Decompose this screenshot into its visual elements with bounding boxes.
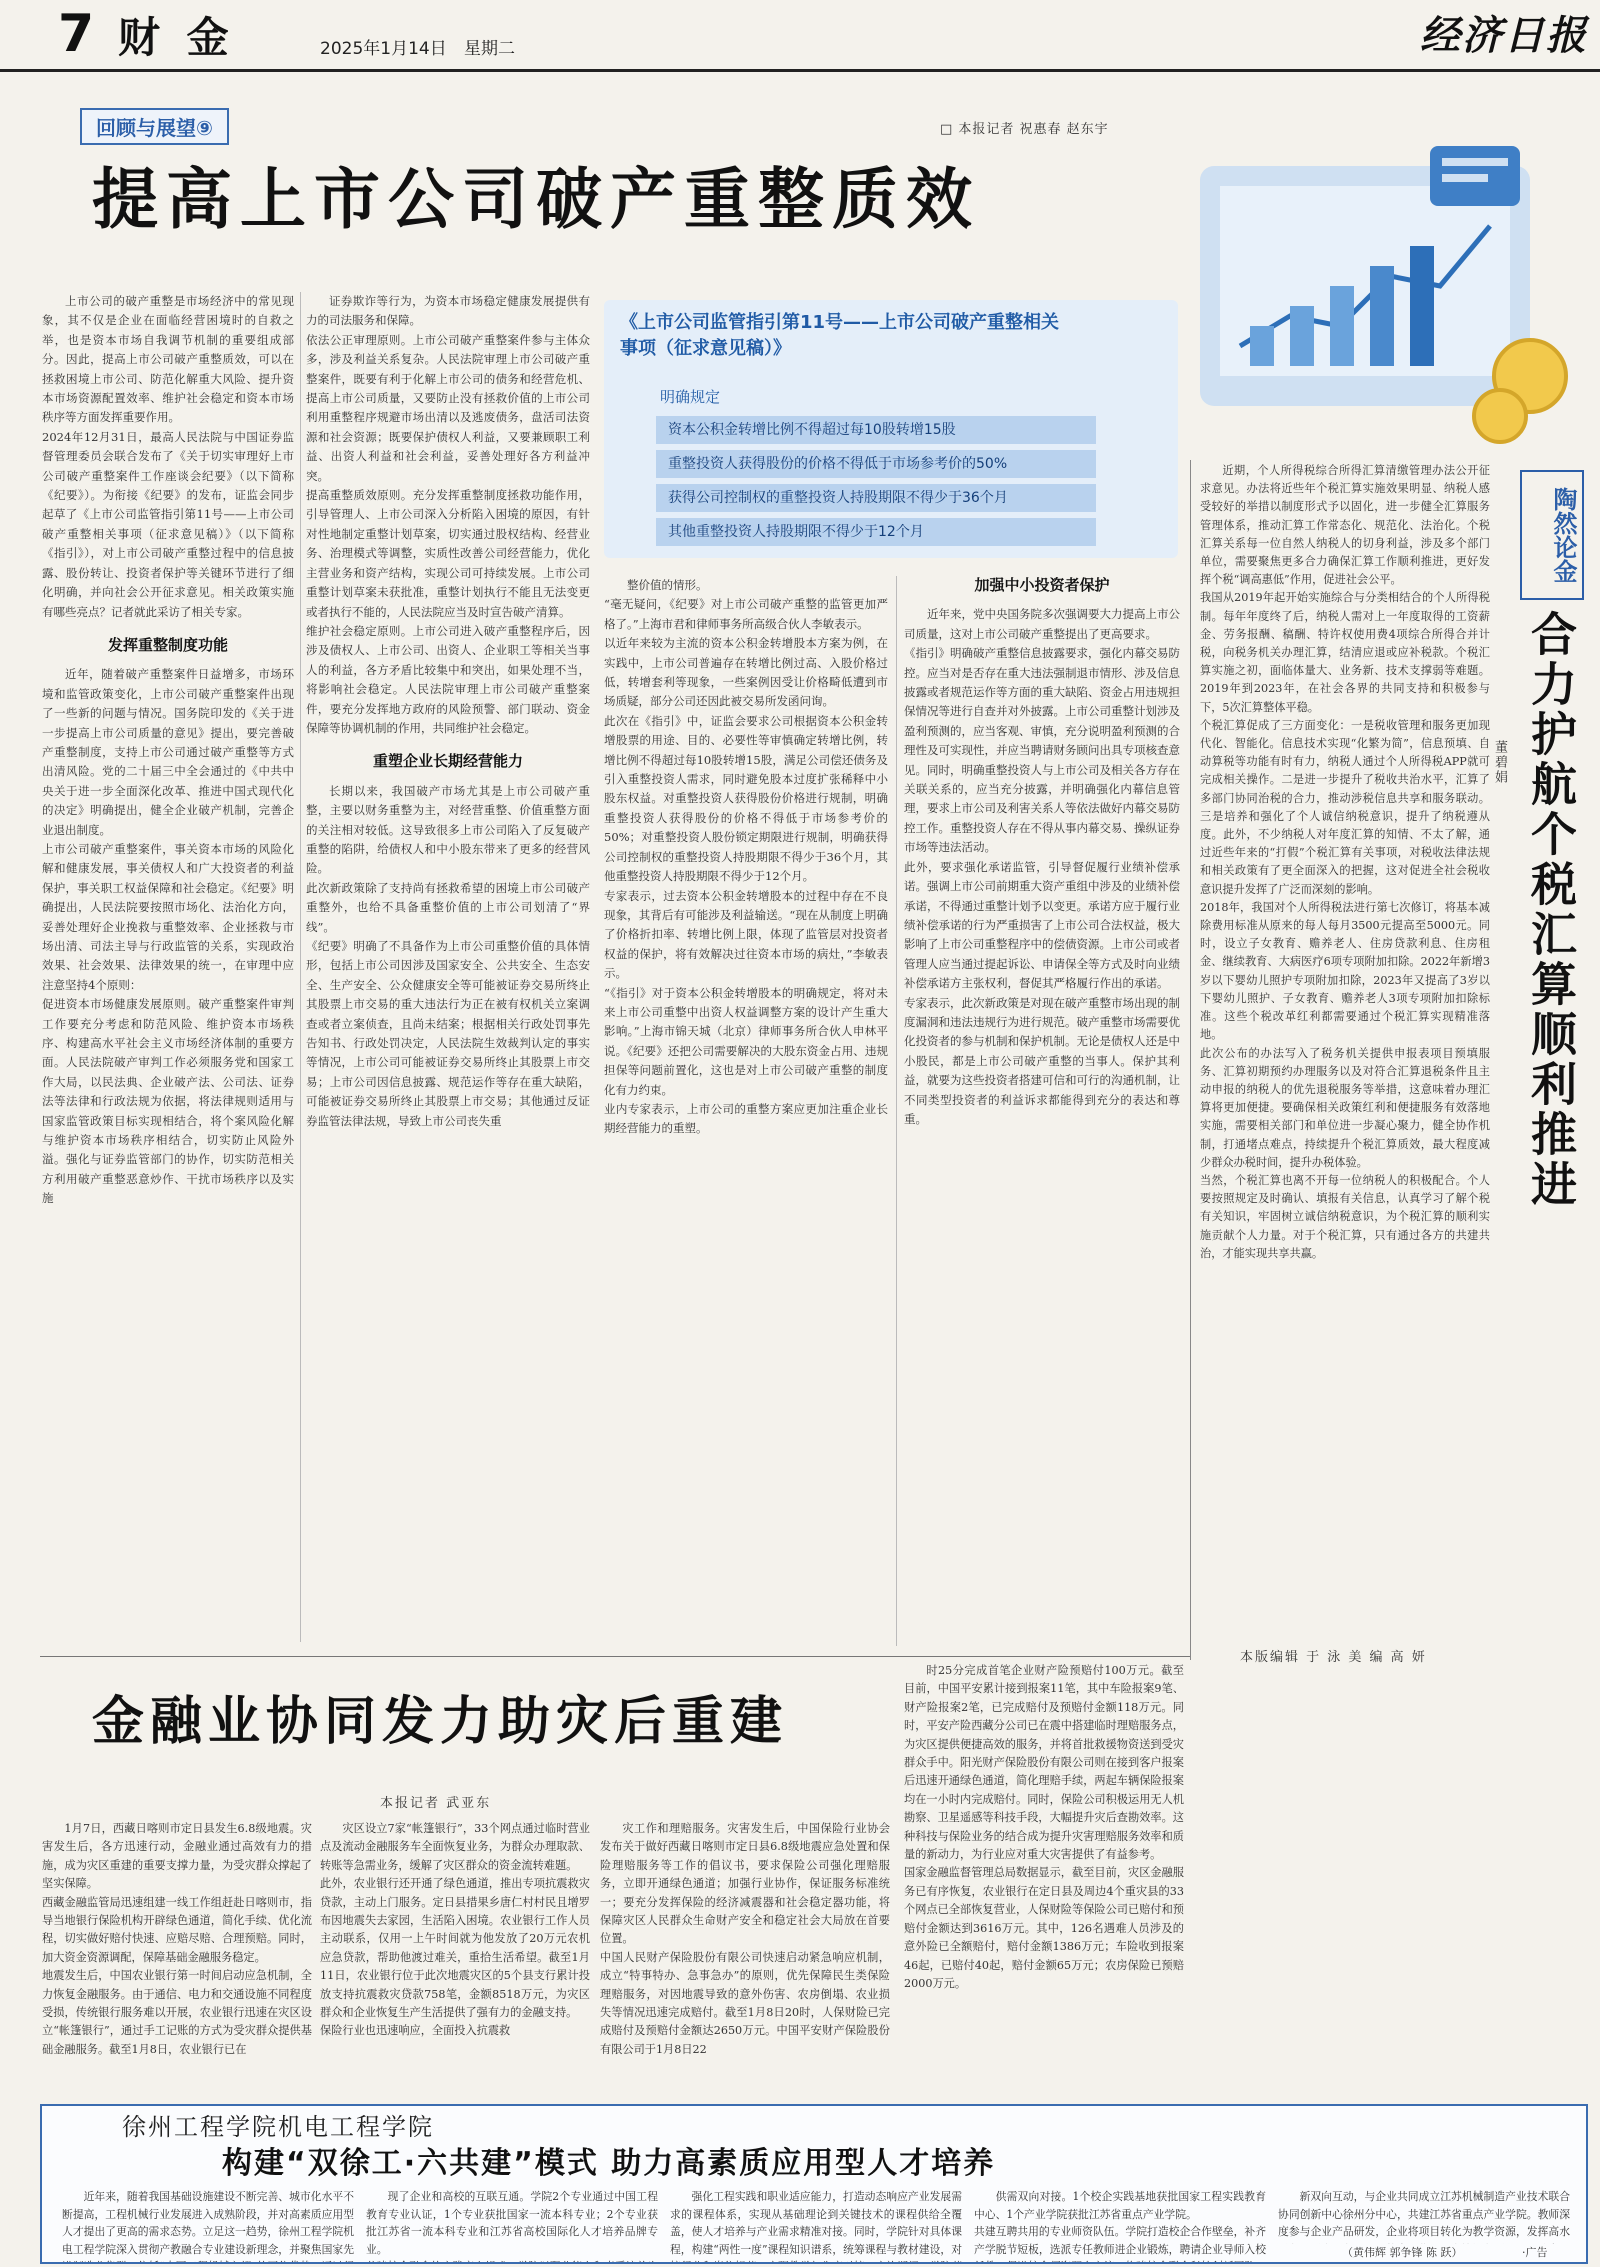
article1-col4-text: 近年来，党中央国务院多次强调要大力提高上市公司质量，这对上市公司破产重整提出了更高要求。 《指引》明确破产重整信息披露要求，强化内幕交易防控。应当对是否存在重大违法强制退市情形、涉及信息披露或者规范运作等方面的重大缺陷、资金占用违规担保情况等进行自查并对外披露。上市公司重整计划涉及盈利预测的，应当客观、审慎，充分说明盈利预测的合理性及可实现性，并应当聘请财务顾问出具专项核查意见。同时，明确重整投资人与上市公司及相关各方存在关联关系的，应当充分披露，并明确强化内幕信息管理，要求上市公司及利害关系人等依法做好内幕交易防控工作。重整投资人存在不得从事内幕交易、操纵证券市场等违法活动。 此外，要求强化承诺监管，引导督促履行业绩补偿承诺。强调上市公司前期重大资产重组中涉及的业绩补偿承诺，不得通过重整计划予以变更。承诺方应于履行业绩补偿承诺的行为严重损害了上市公司合法权益，极大影响了上市公司重整程序中的偿债资源。上市公司或者管理人应当通过提起诉讼、申请保全等方式及时向业绩补偿承诺方主张权利，督促其严格履行作出的承诺。 专家表示，此次新政策是对现在破产重整市场出现的制度漏洞和违法违规行为进行规范。破产重整市场需要优化投资者的参与机制和保护机制。无论是债权人还是中小股民，都是上市公司破产重整的当事人。保护其利益，就要为这些投资者搭建可信和可行的沟通机制，让不同类型投资者的利益诉求都能得到充分的表达和尊重。 — [904, 607, 1180, 1126]
ad-col3: 强化工程实践和职业适应能力，打造动态响应产业发展需求的课程体系，实现从基础理论到关键技术的课程供给全覆盖，使人才培养与产业需求精准对接。同时，学院针对具体课程，构建“两性一度”课程知识谱系，统筹课程与教材建设，对 — [670, 2190, 962, 2256]
editor-credit: 本版编辑 于 泳 美 编 高 妍 — [1240, 1650, 1427, 1665]
ad-box — [40, 2104, 1588, 2264]
article1-col4 — [904, 576, 1180, 1648]
article1-byline: □ 本报记者 祝惠春 赵东宇 — [940, 122, 1109, 137]
sidebar-headline: 合力护航个税汇算顺利推进 — [1524, 610, 1578, 1210]
ad-col4: 供需双向对接。1个校企实践基地获批国家工程实践教育中心、1个产业学院获批江苏省重点产业学院。 共建互聘共用的专业师资队伍。学院打造校企合作壁垒，补齐产学脱节短板，选派专任教师进企业锻炼，聘请企业导师入校 — [974, 2190, 1266, 2256]
page-number: 7 — [58, 4, 95, 64]
callout-label: 明确规定 — [660, 388, 721, 406]
article2-col2: 灾区设立7家“帐篷银行”，33个网点通过临时营业点及流动金融服务车全面恢复业务，为群众办理取款、转账等急需业务，缓解了灾区群众的资金流转难题。 此外，农业银行还开通了绿色通道，推出专项抗震救灾贷款，主动上门服务。定日县措果乡唐仁村村民且增罗布因地震失去家园，生活陷入困境。农业银行工作人员主动联系，仅用一上午时间就为他发放了20万元农机应急贷款，帮助他渡过难关，重拾生活希望。截至1月11日，农业银行位于此次地震灾区的5个县支行累计投放支持抗震救灾贷款758笔，金额8518万元，为灾区群众和企业恢复生产生活提供了强有力的金融支持。 保险行业也迅速响应，全面投入抗震救 — [320, 1822, 590, 2038]
article1-col3 — [604, 576, 888, 1648]
callout-item: 重整投资人获得股份的价格不得低于市场参考价的50% — [656, 450, 1096, 478]
guideline-callout — [604, 300, 1178, 558]
sidebar-author: 董碧娟 — [1492, 740, 1507, 785]
ad-col5: 新双向互动，与企业共同成立江苏机械制造产业技术联合协同创新中心徐州分中心，共建江苏省重点产业学院。教师深度参与企业产品研发，企业将项目转化为教学资源，发挥高水 — [1278, 2190, 1570, 2239]
sidebar-text: 近期，个人所得税综合所得汇算清缴管理办法公开征求意见。办法将近些年个税汇算实施效果明显、纳税人感受较好的举措以制度形式予以固化，进一步健全汇算服务管理体系，推动汇算工作常态化、规范化、法治化。个税汇算关系每一位自然人纳税人的切身利益，涉及多个部门单位，需要聚焦更多合力确保汇算工作顺利推进，更好发挥个税“调高惠低”作用，促进社会公平。 我国从2019年起开始实施综合与分类相结合的个人所得税制。每年年度终了后，纳税人需对上一年度取得的工资薪金、劳务报酬、稿酬、特许权使用费4项综合所得合并计税，向税务机关办理汇算，结清应退或应补税款。个税汇算实施之初，面临体量大、业务新、技术支撑弱等难题。2019年到2023年，在社会各界的共同支持和积极参与下，5次汇算整体平稳。 个税汇算促成了三方面变化：一是税收管理和服务更加现代化、智能化。信息技术实现“化繁为简”，信息预填、自动算税等功能有时有力，纳税人通过个人所得税APP就可完成相关操作。二是进一步提升了税收共治水平，汇算了多部门协同治税的合力，推动涉税信息共享和服务联动。三是培养和强化了个人诚信纳税意识，提升了纳税遵从度。此外，不少纳税人对年度汇算的知情、不太了解，通过近些年来的“打假”个税汇算有关事项，对税收法律法规和相关政策有了更全面深入的把握，这对促进全社会税收意识提升发挥了广泛而深刻的影响。 2018年，我国对个人所得税法进行第七次修订，将基本减除费用标准从原来的每人每月3500元提高至5000元。同时，设立子女教育、赡养老人、住房贷款利息、住房租金、继续教育、大病医疗6项专项附加扣除。2022年新增3岁以下婴幼儿照护专项附加扣除，2023年又提高了3岁以下婴幼儿照护、子女教育、赡养老人3项专项附加扣除标准。这些个税改革红利都需要通过个税汇算实现精准落地。 此次公布的办法写入了税务机关提供申报表项目预填服务、汇算初期预约办理服务以及对符合汇算退税条件且主动申报的纳税人的优先退税服务等举措，这意味着办理汇算将更加便捷。要确保相关政策红利和便捷服务有效落地实施，需要相关部门和单位进一步凝心聚力，健全协作机制，打通堵点难点，持续提升个税汇算质效，最大程度减少群众办税时间，提升办税体验。 当然，个税汇算也离不开每一位纳税人的积极配合。个人要按照规定及时确认、填报有关信息，认真学习了解个税有关知识，牢固树立诚信纳税意识，为个税汇算的顺利实施贡献个人力量。对于个税汇算，只有通过各方的共建共治，才能实现共享共赢。 — [1200, 464, 1490, 1260]
issue-weekday: 星期二 — [464, 39, 515, 59]
article2-col4: 时25分完成首笔企业财产险预赔付100万元。截至目前，中国平安累计接到报案11笔，其中车险报案9笔、财产险报案2笔，已完成赔付及预赔付金额118万元。同时，平安产险西藏分公司已在震中搭建临时理赔服务点，为灾区提供便捷高效的服务，并将首批救援物资送到受灾群众手中。阳光财产保险股份有限公司则在接到客户报案后迅速开通绿色通道，简化理赔手续，两起车辆保险报案均在一小时内完成赔付。同时，保险公司积极运用无人机勘察、卫星遥感等科技手段，大幅提升灾后查勘效率。这种科技与保险业务的结合成为提升灾害理赔服务效率和质量的新动力，为行业应对重大灾害提供了有益参考。 国家金融监督管理总局数据显示，截至目前，灾区金融服务已有序恢复，农业银行在定日县及周边4个重灾县的33个网点已全部恢复营业，人保财险等保险公司已赔付和预赔付金额达到3616万元。其中，126名遇难人员涉及的意外险已全额赔付，赔付金额1386万元；车险收到报案46起，已赔付40起，赔付金额65万元；农房保险已预赔2000万元。 — [904, 1664, 1184, 1990]
ad-headline: 构建“双徐工·六共建”模式 助力高素质应用型人才培养 — [222, 2146, 996, 2181]
callout-item: 其他重整投资人持股期限不得少于12个月 — [656, 518, 1096, 546]
masthead-logo: 经济日报 — [1420, 12, 1588, 59]
callout-title: 《上市公司监管指引第11号——上市公司破产重整相关事项（征求意见稿）》 — [620, 312, 1060, 359]
article1-col1-text: 上市公司的破产重整是市场经济中的常见现象，其不仅是企业在面临经营困境时的自救之举，也是资本市场自我调节机制的重要组成部分。因此，提高上市公司破产重整质效，可以在拯救困境上市公司、防范化解重大风险、提升资本市场资源配置效率、维护社会稳定和资本市场秩序等方面发挥重要作用。 2024年12月31日，最高人民法院与中国证券监督管理委员会联合发布了《关于切实审理好上市公司破产重整案件工作座谈会纪要》（以下简称《纪要》）。为衔接《纪要》的发布，证监会同步起草了《上市公司监管指引第11号——上市公司破产重整相关事项（征求意见稿）》（以下简称《指引》），对上市公司破产重整过程中的信息披露、股份转让、投资者保护等关键环节进行了细化明确，并向社会公开征求意见。相关政策实施有哪些亮点？记者就此采访了相关专家。 — [42, 294, 294, 619]
ad-org: 徐州工程学院机电工程学院 — [122, 2113, 434, 2141]
callout-item: 获得公司控制权的重整投资人持股期限不得少于36个月 — [656, 484, 1096, 512]
ad-col1: 近年来，随着我国基础设施建设不断完善、城市化水平不断提高，工程机械行业发展进入成熟阶段，并对高素质应用型人才提出了更高的需求态势。立足这一趋势，徐州工程学院机电工程学院深入贯彻产教融合专业建设新理念，并聚焦国家先 — [62, 2190, 354, 2256]
article1-col1 — [42, 292, 294, 1648]
subhead-long-term-operation: 重塑企业长期经营能力 — [372, 752, 523, 771]
subhead-restructuring-function: 发挥重整制度功能 — [107, 635, 228, 654]
callout-item: 资本公积金转增比例不得超过每10股转增15股 — [656, 416, 1096, 444]
article1-headline: 提高上市公司破产重整质效 — [92, 161, 980, 238]
article1-col3-text: 整价值的情形。 “毫无疑问，《纪要》对上市公司破产重整的监管更加严格了。”上海市君和律师事务所高级合伙人李敏表示。 以近年来较为主流的资本公积金转增股本方案为例，在实践中，上市公司普遍存在转增比例过高、入股价格过低，转增套利等现象，一些案例因受让价格畸低遭到市场质疑，部分公司还因此被交易所发函问询。 此次在《指引》中，证监会要求公司根据资本公积金转增股票的用途、目的、必要性等审慎确定转增比例，转增比例不得超过每10股转增15股，满足公司偿还债务及引入重整投资人需求，同时避免股本过度扩张稀释中小股东权益。对重整投资人获得股份价格进行规制，明确重整投资人获得股份的价格不得低于市场参考价的50%；对重整投资人股份锁定期限进行规制，明确获得公司控制权的重整投资人持股期限不得少于36个月，其他重整投资人持股期限不得少于12个月。 专家表示，过去资本公积金转增股本的过程中存在不良现象，其背后有可能涉及利益输送。“现在从制度上明确了价格折扣率、转增比例上限，体现了监管层对投资者权益的保护，将有效解决过往资本市场的病灶，”李敏表示。 “《指引》对于资本公积金转增股本的明确规定，将对未来上市公司重整中出资人权益调整方案的设计产生重大影响。”上海市锦天城（北京）律师事务所合伙人申林平说。《纪要》还把公司需要解决的大股东资金占用、违规担保等问题前置化，这也是对上市公司破产重整的制度化有力约束。 业内专家表示，上市公司的重整方案应更加注重企业长期经营能力的重塑。 — [604, 578, 888, 1136]
article2-col1: 1月7日，西藏日喀则市定日县发生6.8级地震。灾害发生后，各方迅速行动，金融业通过高效有力的措施，成为灾区重建的重要支撑力量，为受灾群众撑起了坚实保障。 西藏金融监管局迅速组建一线工作组赶赴日喀则市，指导当地银行保险机构开辟绿色通道，简化手续、优化流程，切实做好赔付快速、应赔尽赔、合理预赔。同时，加大资金资源调配，保障基础金融服务稳定。 地震发生后，中国农业银行第一时间启动应急机制，全力恢复金融服务。由于通信、电力和交通设施不同程度受损，传统银行服务难以开展，农业银行迅速在灾区设立“帐篷银行”，通过手工记账的方式为受灾群众提供基础金融服务。截至1月8日，农业银行已在 — [42, 1822, 312, 2056]
subhead-investor-protection: 加强中小投资者保护 — [974, 576, 1110, 594]
ad-col2: 现了企业和高校的互联互通。学院2个专业通过中国工程教育专业认证，1个专业获批国家一流本科专业；2个专业获批江苏省一流本科专业和江苏省高校国际化人才培养品牌专业。 — [366, 2190, 658, 2256]
article2-col3: 灾工作和理赔服务。灾害发生后，中国保险行业协会发布关于做好西藏日喀则市定日县6.8级地震应急处置和保险理赔服务等工作的倡议书，要求保险公司强化理赔服务，立即开通绿色通道；加强行业协作，保证服务标准统一；要充分发挥保险的经济减震器和社会稳定器功能，将保障灾区人民群众生命财产安全和稳定社会大局放在首要位置。 中国人民财产保险股份有限公司快速启动紧急响应机制，成立“特事特办、急事急办”的原则，优先保障民生类保险理赔服务，对因地震导致的意外伤害、农房倒塌、农业损失等情况迅速完成赔付。截至1月8日20时，人保财险已完成赔付及预赔付金额达2650万元。中国平安财产保险股份有限公司于1月8日22 — [600, 1822, 890, 2056]
article1-col2-text: 证券欺诈等行为，为资本市场稳定健康发展提供有力的司法服务和保障。 依法公正审理原则。上市公司破产重整案件参与主体众多，涉及利益关系复杂。人民法院审理上市公司破产重整案件，既要有利于化解上市公司的债务和经营危机、提高上市公司质量，又要防止没有拯救价值的上市公司利用重整程序规避市场出清以及逃废债务，盘活司法资源和社会资源；既要保护债权人利益，又要兼顾职工利益、出资人利益和社会利益，妥善处理好各方利益冲突。 提高重整质效原则。充分发挥重整制度拯救功能作用，引导管理人、上市公司深入分析陷入困境的原因，有针对性地制定重整计划草案，切实通过股权结构、经营业务、治理模式等调整，实质性改善公司经营能力，优化主营业务和资产结构，实现公司可持续发展。上市公司重整计划草案未获批准，重整计划执行不能且无法变更或者执行不能的，人民法院应当及时宣告破产清算。 维护社会稳定原则。上市公司进入破产重整程序后，因涉及债权人、上市公司、出资人、企业职工等相关当事人的利益，各方矛盾比较集中和突出，如果处理不当，将影响社会稳定。人民法院审理上市公司破产重整案件，要充分发挥地方政府的风险预警、部门联动、资金保障等协调机制的作用，共同维护社会稳定。 — [306, 294, 590, 735]
page-header — [0, 0, 1600, 72]
article2-byline: 本报记者 武亚东 — [380, 1796, 492, 1811]
ad-authors: （黄伟辉 郭争锋 陈 跃） — [1342, 2246, 1463, 2259]
article1-col2 — [306, 292, 590, 1648]
section-title: 财 金 — [118, 13, 235, 62]
series-tag: 回顾与展望⑨ — [80, 108, 229, 145]
ad-tag: ·广告 — [1522, 2246, 1548, 2259]
article1-col1b-text: 近年，随着破产重整案件日益增多，市场环境和监管政策变化，上市公司破产重整案件出现了一些新的问题与情况。国务院印发的《关于进一步提高上市公司质量的意见》提出，要完善破产重整制度，支持上市公司通过破产重整等方式出清风险。党的二十届三中全会通过的《中共中央关于进一步全面深化改革、推进中国式现代化的决定》明确提出，健全企业破产机制，完善企业退出制度。 上市公司破产重整案件，事关资本市场的风险化解和健康发展，事关债权人和广大投资者的利益保护，事关职工权益保障和社会稳定。《纪要》明确提出，人民法院要按照市场化、法治化方向，妥善处理好企业挽救与重整效率、企业拯救与市场出清、司法主导与行政监管的关系，实现政治效果、社会效果、法律效果的统一，在审理中应注意坚持4个原则： 促进资本市场健康发展原则。破产重整案件审判工作要充分考虑和防范风险、维护资本市场秩序、构建高水平社会主义市场经济体制的重要方面。人民法院破产审判工作必须服务党和国家工作大局，以民法典、企业破产法、公司法、证券法等法律和行政法规为依据，将法律规则适用与国家监管政策目标实现相结合，将个案风险化解与维护资本市场秩序相结合，切实防止风险外溢。强化与证券监管部门的协作，切实防范相关方利用破产重整恶意炒作、干扰市场秩序以及实施 — [42, 667, 294, 1206]
issue-date: 2025年1月14日 — [320, 39, 447, 59]
article2-headline: 金融业协同发力助灾后重建 — [92, 1691, 789, 1752]
article1-col2b-text: 长期以来，我国破产市场尤其是上市公司破产重整，主要以财务重整为主，对经营重整、价值重整方面的关注相对较低。这导致很多上市公司陷入了反复破产重整的陷阱，给债权人和中小股东带来了更多的经营风险。 此次新政策除了支持尚有拯救希望的困境上市公司破产重整外，也给不具备重整价值的上市公司划清了“界线”。 《纪要》明确了不具备作为上市公司重整价值的具体情形，包括上市公司因涉及国家安全、公共安全、生态安全、生产安全、公众健康安全等可能被证券交易所终止其股票上市交易的重大违法行为正在被有权机关立案调查或者立案侦查，且尚未结案；根据相关行政处罚事先告知书、行政处罚决定，人民法院生效裁判认定的事实等情况，上市公司可能被证券交易所终止其股票上市交易；上市公司因信息披露、规范运作等存在重大缺陷，可能被证券交易所终止其股票上市交易；其他通过反证券监管法律法规，导致上市公司丧失重 — [306, 783, 590, 1128]
sidebar-column-tag: 陶然论金 — [1520, 470, 1584, 600]
finance-illustration — [1180, 126, 1580, 456]
